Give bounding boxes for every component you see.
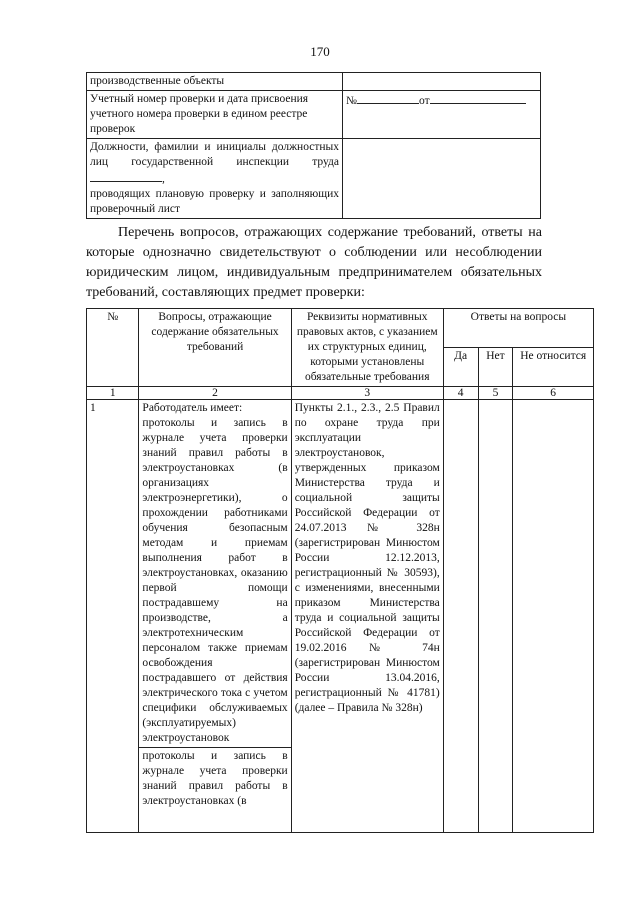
- header-yes: Да: [443, 348, 478, 387]
- table-row: [87, 73, 541, 91]
- question-main: [139, 400, 290, 747]
- header-row: [87, 309, 594, 348]
- header-not-applicable: Не относится: [513, 348, 594, 387]
- inspection-number-value: [343, 91, 541, 139]
- row-number: 1: [87, 400, 139, 833]
- inspection-info-table: [86, 72, 541, 219]
- inspectors-label-part-a: [90, 140, 339, 187]
- header-no: Нет: [478, 348, 513, 387]
- questions-intro-paragraph: Перечень вопросов, отражающих содержание требований, ответы на которые однозначно свидетельствуют о соблюдении или несоблюдении юридическим лицом, индивидуальным предпринимателем обязательных требований, составляющих предмет проверки:: [86, 225, 542, 300]
- column-number-3: 3: [291, 387, 443, 400]
- question-text: протоколы и запись в журнале учета проверки знаний правил работы в электроустановках (в организациях электроэнергетики), о прохождении работниками обучения безопасным методам и приемам выполнения работ в электроустановках, оказанию первой помощи пострадавшему на производстве, а электротехническим персоналом также приемам освобождения пострадавшего от действия электрического тока с учетом специфики обслуживаемых (эксплуатируемых) электроустановок: [142, 417, 288, 744]
- column-number-4: 4: [443, 387, 478, 400]
- requisites-cell: Пункты 2.1., 2.3., 2.5 Правил по охране труда при эксплуатации электроустановок, утвержденных приказом Министерства труда и социальной защиты Российской Федерации от 24.07.2013 № 328н (зарегистрирован Минюстом России 12.12.2013, регистрационный № 30593), с изменениями, внесенными приказом Министерства труда и социальной защиты Российской Федерации от 19.02.2016 № 74н (зарегистрирован Минюстом России 13.04.2016, регистрационный № 41781) (далее – Правила № 328н): [291, 400, 443, 833]
- comma: ,: [162, 173, 165, 185]
- inspection-blank: [90, 170, 162, 182]
- number-blank: [357, 92, 419, 104]
- column-numbers-row: [87, 387, 594, 400]
- page-number: 170: [310, 44, 330, 59]
- inspectors-value: [343, 139, 541, 219]
- answer-yes-cell: [443, 400, 478, 833]
- column-number-2: 2: [139, 387, 291, 400]
- table-row: [87, 91, 541, 139]
- inspection-number-label: Учетный номер проверки и дата присвоения учетного номера проверки в едином реестре проверок: [87, 91, 343, 139]
- table-row: [87, 139, 541, 219]
- header-requisites: Реквизиты нормативных правовых актов, с указанием их структурных единиц, которыми установлены обязательные требования: [291, 309, 443, 387]
- column-number-6: 6: [513, 387, 594, 400]
- header-questions: Вопросы, отражающие содержание обязательных требований: [139, 309, 291, 387]
- table-row: [87, 400, 594, 833]
- inspectors-text-a: Должности, фамилии и инициалы должностных лиц государственной инспекции труда: [90, 141, 339, 168]
- production-objects-value: [343, 73, 541, 91]
- checklist-table: [86, 308, 594, 833]
- column-number-5: 5: [478, 387, 513, 400]
- header-answers-group: Ответы на вопросы: [443, 309, 593, 348]
- date-from-label: от: [418, 95, 430, 107]
- answer-not-applicable-cell: [513, 400, 594, 833]
- question-cell: [139, 400, 291, 833]
- column-number-1: 1: [87, 387, 139, 400]
- date-blank: [430, 92, 526, 104]
- number-sign: №: [346, 95, 357, 107]
- answer-no-cell: [478, 400, 513, 833]
- question-title: Работодатель имеет:: [142, 402, 243, 414]
- inspectors-label: [87, 139, 343, 219]
- production-objects-label: производственные объекты: [87, 73, 343, 91]
- inspectors-label-part-b: проводящих плановую проверку и заполняющих проверочный лист: [90, 188, 339, 215]
- header-number: №: [87, 309, 139, 387]
- sub-question-text: протоколы и запись в журнале учета проверки знаний правил работы в электроустановках (в: [139, 747, 290, 810]
